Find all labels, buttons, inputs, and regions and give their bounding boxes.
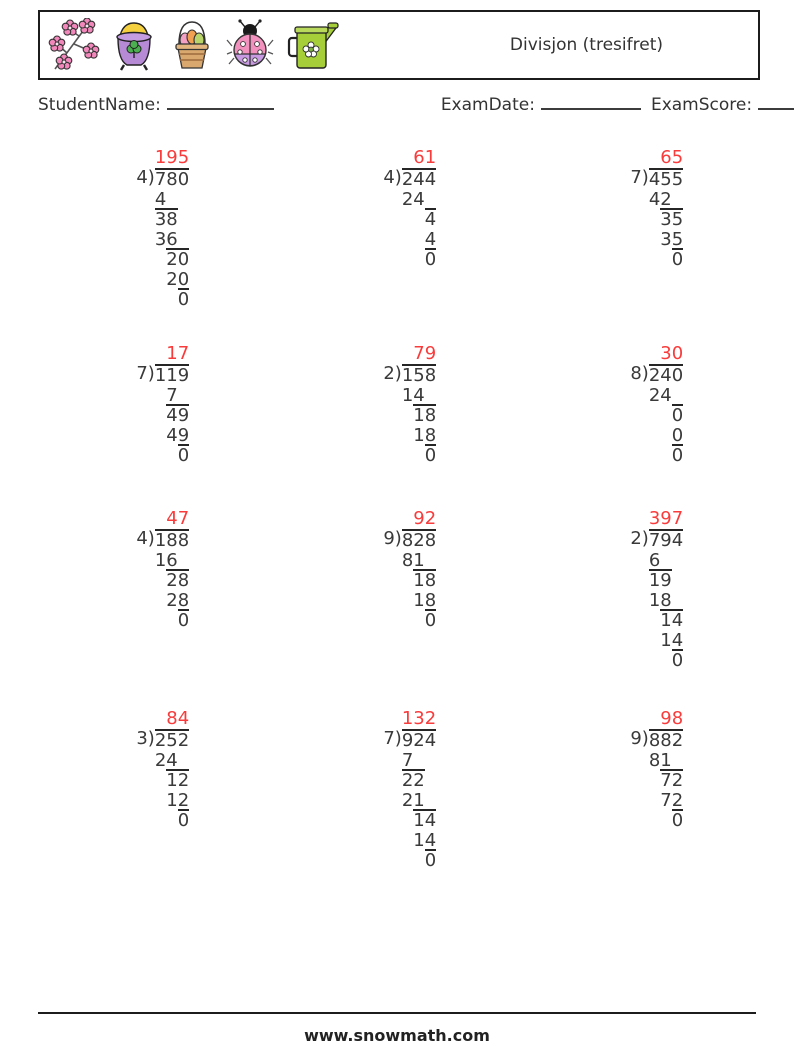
work-step-row	[628, 751, 683, 771]
division-bracket-row	[381, 729, 436, 751]
easter-basket-icon	[168, 18, 216, 72]
divisor: 2)	[383, 363, 402, 384]
division-bracket-row	[381, 168, 436, 190]
work-step-2: 18	[413, 570, 437, 591]
work-step-3: 35	[660, 229, 684, 250]
work-step-4: 0	[177, 810, 190, 831]
work-step-row	[134, 591, 189, 611]
work-step-row	[628, 426, 683, 446]
work-step-3: 36	[154, 229, 178, 250]
work-step-4: 20	[166, 249, 190, 270]
work-step-1: 24	[401, 189, 425, 210]
divisor: 3)	[136, 728, 155, 749]
work-step-row	[628, 791, 683, 811]
dividend: 188	[154, 530, 190, 551]
student-name-label: StudentName:	[38, 95, 161, 115]
work-step-row	[381, 406, 436, 426]
work-step-4: 14	[413, 810, 437, 831]
dividend: 158	[401, 365, 437, 386]
work-step-row	[628, 190, 683, 210]
division-problem-9	[628, 509, 683, 671]
work-step-row	[381, 611, 436, 631]
dividend: 924	[401, 730, 437, 751]
quotient: 79	[413, 343, 437, 364]
quotient-row	[134, 148, 189, 168]
work-step-3: 18	[413, 590, 437, 611]
work-step-4: 0	[177, 445, 190, 466]
division-bracket-row	[628, 168, 683, 190]
work-step-4: 0	[424, 610, 437, 631]
exam-date-label: ExamDate:	[440, 95, 535, 115]
division-bracket-row	[628, 364, 683, 386]
flowers-icon	[48, 18, 100, 72]
division-bracket-row	[134, 168, 189, 190]
quotient-row	[381, 148, 436, 168]
work-step-row	[628, 250, 683, 270]
quotient-row	[134, 344, 189, 364]
division-problem-10	[134, 709, 189, 831]
work-step-row	[381, 386, 436, 406]
work-step-4: 0	[424, 445, 437, 466]
work-step-row	[134, 751, 189, 771]
divisor: 9)	[630, 728, 649, 749]
work-step-3: 0	[671, 425, 684, 446]
quotient-row	[134, 509, 189, 529]
work-step-row	[628, 651, 683, 671]
work-step-1: 24	[154, 750, 178, 771]
work-step-3: 72	[660, 790, 684, 811]
quotient: 397	[648, 508, 684, 529]
division-problem-2	[381, 148, 436, 270]
quotient: 65	[660, 147, 684, 168]
quotient: 17	[166, 343, 190, 364]
quotient-row	[628, 509, 683, 529]
work-step-1: 4	[154, 189, 167, 210]
work-step-4: 0	[424, 249, 437, 270]
work-step-2: 38	[154, 209, 178, 230]
work-step-row	[134, 406, 189, 426]
work-step-row	[381, 771, 436, 791]
decorative-icon-strip	[48, 12, 340, 78]
work-step-row	[628, 631, 683, 651]
divisor: 7)	[383, 728, 402, 749]
divisor: 4)	[383, 167, 402, 188]
problems-grid	[38, 148, 779, 871]
work-step-4: 14	[660, 610, 684, 631]
work-step-row	[381, 831, 436, 851]
work-step-row	[381, 551, 436, 571]
dividend: 119	[154, 365, 190, 386]
division-bracket-row	[628, 729, 683, 751]
work-step-3: 18	[648, 590, 672, 611]
work-step-row	[381, 190, 436, 210]
work-step-row	[628, 446, 683, 466]
exam-score-field	[651, 95, 794, 115]
exam-score-label: ExamScore:	[650, 95, 753, 115]
exam-info-row	[38, 95, 756, 115]
quotient: 195	[154, 147, 190, 168]
work-step-1: 81	[648, 750, 672, 771]
work-step-2: 49	[166, 405, 190, 426]
division-problem-12	[628, 709, 683, 831]
work-step-1: 81	[401, 550, 425, 571]
quotient: 61	[413, 147, 437, 168]
divisor: 4)	[136, 167, 155, 188]
division-bracket-row	[381, 364, 436, 386]
work-step-6: 0	[671, 650, 684, 671]
work-step-1: 7	[401, 750, 414, 771]
work-step-3: 18	[413, 425, 437, 446]
division-bracket-row	[134, 364, 189, 386]
work-step-5: 14	[413, 830, 437, 851]
dividend: 882	[648, 730, 684, 751]
work-step-row	[381, 851, 436, 871]
work-step-row	[134, 571, 189, 591]
work-step-5: 20	[166, 269, 190, 290]
work-step-row	[381, 791, 436, 811]
work-step-row	[381, 230, 436, 250]
student-name-field	[38, 95, 274, 115]
footer-rule	[38, 1012, 756, 1014]
quotient: 47	[166, 508, 190, 529]
watering-can-icon	[284, 18, 340, 72]
work-step-2: 18	[413, 405, 437, 426]
work-step-2: 12	[166, 770, 190, 791]
work-step-row	[628, 811, 683, 831]
work-step-3: 49	[166, 425, 190, 446]
dividend: 794	[648, 530, 684, 551]
work-step-1: 24	[648, 385, 672, 406]
work-step-row	[134, 290, 189, 310]
division-problem-7	[134, 509, 189, 631]
work-step-row	[134, 551, 189, 571]
divisor: 8)	[630, 363, 649, 384]
division-problem-4	[134, 344, 189, 466]
division-bracket-row	[134, 529, 189, 551]
work-step-row	[134, 386, 189, 406]
work-step-4: 0	[671, 249, 684, 270]
division-problem-1	[134, 148, 189, 310]
work-step-row	[134, 210, 189, 230]
division-problem-3	[628, 148, 683, 270]
work-step-row	[628, 611, 683, 631]
division-problem-5	[381, 344, 436, 466]
work-step-row	[381, 571, 436, 591]
work-step-3: 4	[424, 229, 437, 250]
work-step-3: 28	[166, 590, 190, 611]
work-step-3: 21	[401, 790, 425, 811]
work-step-row	[134, 611, 189, 631]
division-problem-6	[628, 344, 683, 466]
work-step-2: 4	[424, 209, 437, 230]
work-step-row	[628, 571, 683, 591]
dividend: 244	[401, 169, 437, 190]
dividend: 252	[154, 730, 190, 751]
quotient-row	[134, 709, 189, 729]
quotient-row	[628, 709, 683, 729]
divisor: 7)	[630, 167, 649, 188]
work-step-row	[134, 426, 189, 446]
work-step-2: 72	[660, 770, 684, 791]
quotient-row	[381, 509, 436, 529]
footer-site: www.snowmath.com	[304, 1026, 490, 1045]
work-step-row	[381, 591, 436, 611]
work-step-2: 19	[648, 570, 672, 591]
work-step-1: 14	[401, 385, 425, 406]
work-step-1: 16	[154, 550, 178, 571]
work-step-2: 22	[401, 770, 425, 791]
work-step-2: 0	[671, 405, 684, 426]
dividend: 455	[648, 169, 684, 190]
quotient: 84	[166, 708, 190, 729]
work-step-row	[381, 250, 436, 270]
quotient: 92	[413, 508, 437, 529]
quotient-row	[381, 344, 436, 364]
divisor: 7)	[136, 363, 155, 384]
work-step-row	[381, 210, 436, 230]
dividend: 828	[401, 530, 437, 551]
division-problem-11	[381, 709, 436, 871]
work-step-4: 0	[177, 610, 190, 631]
work-step-4: 0	[671, 445, 684, 466]
work-step-2: 35	[660, 209, 684, 230]
work-step-row	[628, 591, 683, 611]
work-step-4: 0	[671, 810, 684, 831]
work-step-row	[134, 446, 189, 466]
work-step-1: 6	[648, 550, 661, 571]
work-step-row	[134, 250, 189, 270]
quotient: 98	[660, 708, 684, 729]
work-step-row	[628, 386, 683, 406]
work-step-1: 42	[648, 189, 672, 210]
work-step-row	[628, 771, 683, 791]
exam-date-blank	[541, 95, 641, 110]
header-box	[38, 10, 760, 80]
worksheet-title: Divisjon (tresifret)	[509, 35, 663, 55]
division-bracket-row	[134, 729, 189, 751]
work-step-row	[628, 551, 683, 571]
dividend: 780	[154, 169, 190, 190]
quotient: 30	[660, 343, 684, 364]
work-step-row	[134, 791, 189, 811]
student-name-blank	[167, 95, 274, 110]
quotient-row	[628, 344, 683, 364]
work-step-row	[134, 230, 189, 250]
division-bracket-row	[381, 529, 436, 551]
work-step-6: 0	[424, 850, 437, 871]
exam-date-field	[441, 95, 641, 115]
dividend: 240	[648, 365, 684, 386]
work-step-2: 28	[166, 570, 190, 591]
work-step-6: 0	[177, 289, 190, 310]
work-step-row	[381, 446, 436, 466]
divisor: 2)	[630, 528, 649, 549]
work-step-row	[381, 811, 436, 831]
divisor: 4)	[136, 528, 155, 549]
division-problem-8	[381, 509, 436, 631]
work-step-row	[381, 426, 436, 446]
work-step-row	[134, 190, 189, 210]
quotient: 132	[401, 708, 437, 729]
work-step-3: 12	[166, 790, 190, 811]
work-step-1: 7	[166, 385, 178, 406]
divisor: 9)	[383, 528, 402, 549]
work-step-row	[628, 406, 683, 426]
ladybug-icon	[226, 18, 274, 72]
work-step-row	[628, 210, 683, 230]
division-bracket-row	[628, 529, 683, 551]
exam-score-blank	[758, 95, 794, 110]
pot-icon	[110, 18, 158, 72]
work-step-row	[134, 811, 189, 831]
work-step-row	[381, 751, 436, 771]
work-step-5: 14	[660, 630, 684, 651]
work-step-row	[628, 230, 683, 250]
quotient-row	[381, 709, 436, 729]
work-step-row	[134, 270, 189, 290]
quotient-row	[628, 148, 683, 168]
work-step-row	[134, 771, 189, 791]
